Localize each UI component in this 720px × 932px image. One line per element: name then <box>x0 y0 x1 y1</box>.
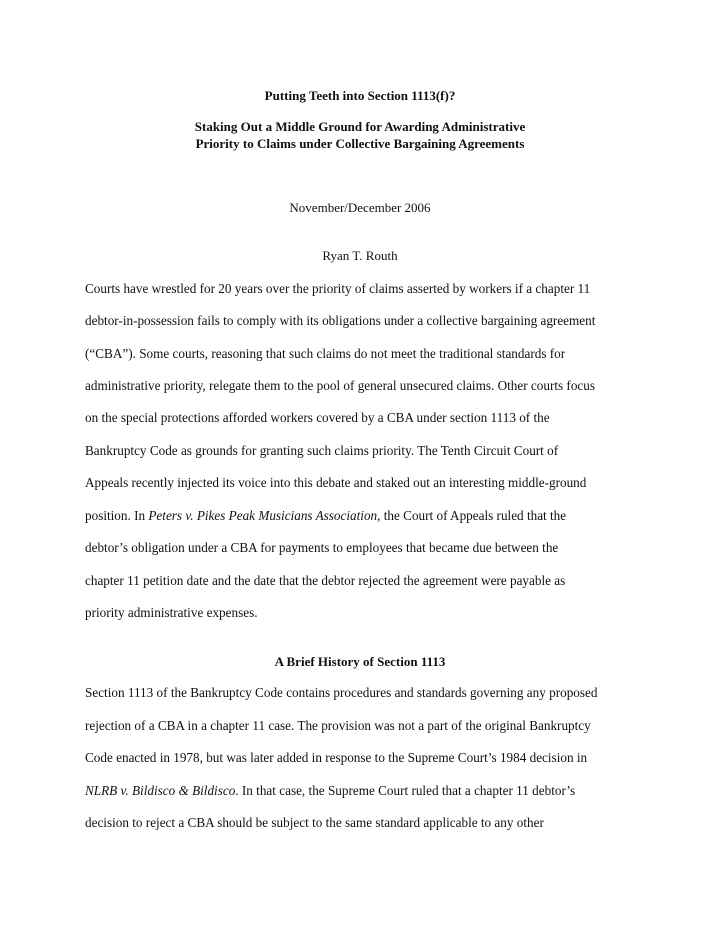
section-line-5: decision to reject a CBA should be subject to the same standard applicable to any other <box>85 815 544 830</box>
case-citation-peters: Peters v. Pikes Peak Musicians Association <box>148 508 378 523</box>
section-line-2: rejection of a CBA in a chapter 11 case. The provision was not a part of the original Bankruptcy <box>85 718 591 733</box>
section-line-1: Section 1113 of the Bankruptcy Code contains procedures and standards governing any proposed <box>85 685 598 700</box>
section-line-4-end: . In that case, the Supreme Court ruled that a chapter 11 debtor’s <box>235 783 576 798</box>
document-subtitle-line-1: Staking Out a Middle Ground for Awarding Administrative <box>194 119 526 134</box>
document-author: Ryan T. Routh <box>322 248 398 263</box>
section-line-3: Code enacted in 1978, but was later added in response to the Supreme Court’s 1984 decision in <box>85 750 588 765</box>
intro-line-4: administrative priority, relegate them to the pool of general unsecured claims. Other courts focus <box>85 378 595 393</box>
document-date: November/December 2006 <box>289 200 431 215</box>
intro-line-2: debtor-in-possession fails to comply with its obligations under a collective bargaining agreement <box>85 313 596 328</box>
case-citation-bildisco: NLRB v. Bildisco & Bildisco <box>85 783 236 798</box>
intro-line-5: on the special protections afforded workers covered by a CBA under section 1113 of the <box>85 410 550 425</box>
intro-line-11: priority administrative expenses. <box>85 605 258 620</box>
section-heading: A Brief History of Section 1113 <box>274 654 446 669</box>
intro-line-8-end: , the Court of Appeals ruled that the <box>377 508 567 523</box>
intro-line-1: Courts have wrestled for 20 years over the priority of claims asserted by workers if a chapter 11 <box>85 281 591 296</box>
section-line-4 <box>85 783 645 799</box>
intro-line-7: Appeals recently injected its voice into this debate and staked out an interesting middle-ground <box>85 475 587 490</box>
intro-line-6: Bankruptcy Code as grounds for granting such claims priority. The Tenth Circuit Court of <box>85 443 559 458</box>
intro-line-9: debtor’s obligation under a CBA for payments to employees that became due between the <box>85 540 559 555</box>
intro-line-8 <box>85 508 645 524</box>
document-title: Putting Teeth into Section 1113(f)? <box>264 88 456 103</box>
intro-line-8-start: position. In <box>85 508 149 523</box>
intro-line-10: chapter 11 petition date and the date that the debtor rejected the agreement were payable as <box>85 573 566 588</box>
intro-line-3: (“CBA”). Some courts, reasoning that such claims do not meet the traditional standards for <box>85 346 566 361</box>
document-subtitle-line-2: Priority to Claims under Collective Bargaining Agreements <box>195 136 525 151</box>
